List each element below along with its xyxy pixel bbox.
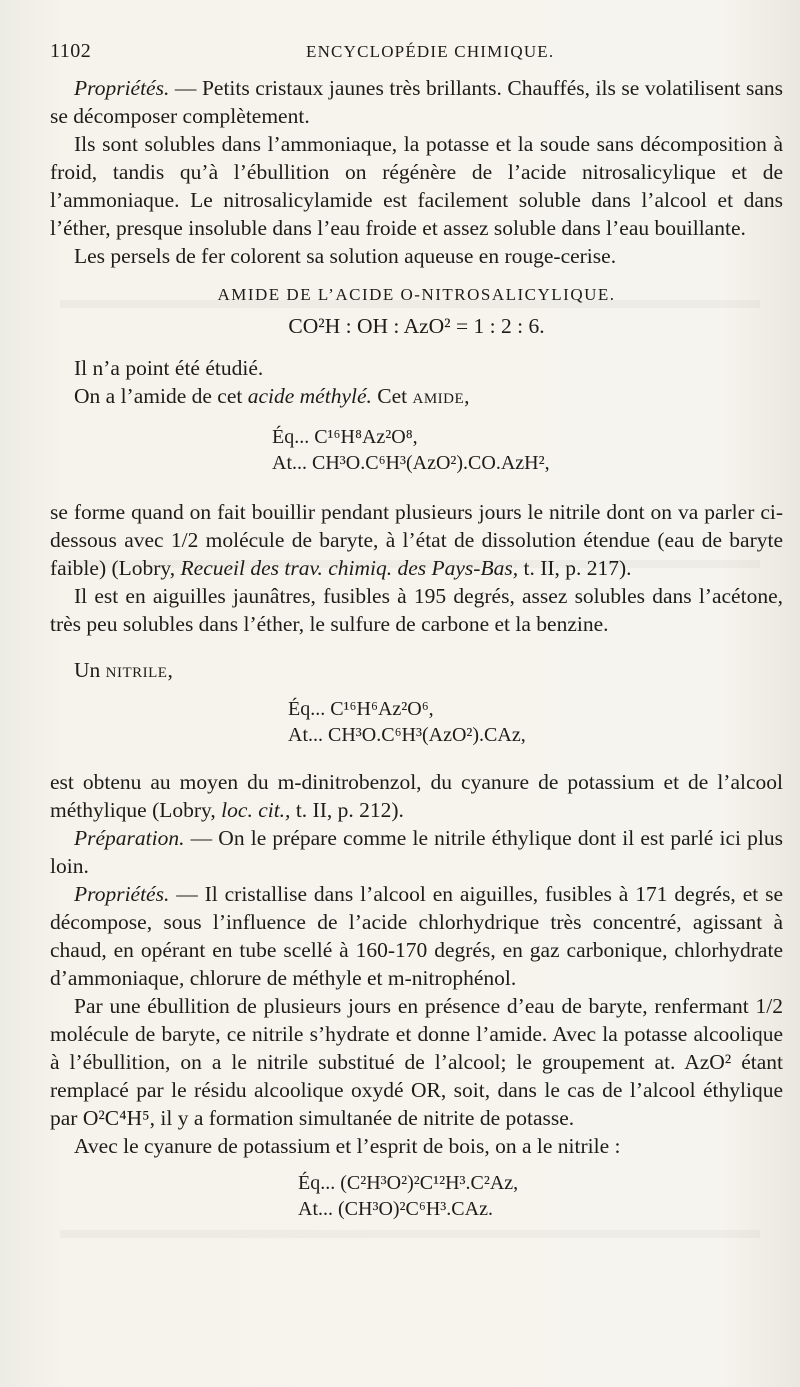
paragraph-amide-properties: Il est en aiguilles jaunâtres, fusibles à 195 degrés, assez solubles dans l’acétone, très peu solubles dans l’éther, le sulfure de carbone et la benzine.	[50, 584, 783, 636]
paragraph-text: — Petits cristaux jaunes très brillants. Chauffés, ils se volatilisent sans se décomposer complètement.	[50, 76, 783, 128]
text-run: Un	[74, 658, 106, 682]
paragraph-preparation	[50, 824, 783, 880]
paragraph-nitrile-origin	[50, 768, 783, 824]
text-run: t. II, p. 217).	[518, 556, 632, 580]
paragraph-text: — On le prépare comme le nitrile éthylique dont il est parlé ici plus loin.	[50, 826, 783, 878]
substituted-nitrile-formula	[298, 1170, 783, 1222]
section-label: Propriétés.	[74, 76, 170, 100]
text-run: Cet	[371, 384, 413, 408]
citation-italic: Recueil des trav. chimiq. des Pays-Bas,	[180, 556, 519, 580]
formula-equivalent: Éq... C¹⁶H⁸Az²O⁸,	[272, 426, 418, 448]
amide-formula	[272, 424, 783, 476]
page-number: 1102	[50, 40, 92, 62]
text-run: t. II, p. 212).	[290, 798, 404, 822]
text-run: se forme quand on fait bouillir pendant plusieurs jours le nitrile dont on va parler ci-dessous avec 1/2 molécule de baryte, à l’état de dissolution étendue (eau de baryte faible) (Lobry,	[50, 500, 783, 580]
formula-equivalent: Éq... (C²H³O²)²C¹²H³.C²Az,	[298, 1172, 519, 1194]
formula-atomic: At... (CH³O)²C⁶H³.CAz.	[298, 1198, 493, 1220]
formula-atomic: At... CH³O.C⁶H³(AzO²).CO.AzH²,	[272, 452, 550, 474]
paragraph-amide-intro	[50, 382, 783, 410]
small-caps-run: nitrile	[105, 658, 168, 682]
text-run: ,	[167, 658, 173, 682]
ratio-formula: CO²H : OH : AzO² = 1 : 2 : 6.	[288, 314, 545, 338]
running-title: ENCYCLOPÉDIE CHIMIQUE.	[306, 42, 555, 61]
small-caps-run: amide	[412, 384, 465, 408]
text-run: ,	[464, 384, 470, 408]
paragraph-properties	[50, 74, 783, 130]
page-body	[50, 74, 783, 1222]
nitrile-formula	[288, 696, 783, 748]
paragraph-amide-formation	[50, 498, 783, 582]
citation-italic: loc. cit.,	[221, 798, 291, 822]
paragraph-iron-salts: Les persels de fer colorent sa solution aqueuse en rouge-cerise.	[74, 244, 617, 268]
section-label: Propriétés.	[74, 882, 170, 906]
text-run: On a l’amide de cet	[74, 384, 248, 408]
paragraph-solubility: Ils sont solubles dans l’ammoniaque, la potasse et la soude sans décomposition à froid, tandis qu’à l’ébullition on régénère de l’acide nitrosalicylique et de l’ammoniaque. Le nitrosalicylamide est facilement soluble dans l’alcool et dans l’éther, presque insoluble dans l’eau froide et assez soluble dans l’eau bouillante.	[50, 132, 783, 240]
text-run: est obtenu au moyen du m-dinitrobenzol, du cyanure de potassium et de l’alcool méthylique (Lobry,	[50, 770, 783, 822]
page-header	[50, 40, 780, 70]
bleed-through-shadow	[60, 1230, 760, 1238]
section-heading: AMIDE DE L’ACIDE O-NITROSALICYLIQUE.	[217, 285, 616, 304]
italic-run: acide méthylé.	[247, 384, 372, 408]
section-label: Préparation.	[74, 826, 185, 850]
formula-atomic: At... CH³O.C⁶H³(AzO²).CAz,	[288, 724, 526, 746]
paragraph-not-studied: Il n’a point été étudié.	[74, 356, 264, 380]
paragraph-cyanide: Avec le cyanure de potassium et l’esprit de bois, on a le nitrile :	[74, 1134, 621, 1158]
paragraph-nitrile-properties	[50, 880, 783, 992]
paragraph-hydration: Par une ébullition de plusieurs jours en présence d’eau de baryte, renfermant 1/2 molécule de baryte, ce nitrile s’hydrate et donne l’amide. Avec la potasse alcoolique à l’ébullition, on a le nitrile substitué de l’alcool; le groupement at. AzO² étant remplacé par le résidu alcoolique oxydé OR, soit, dans le cas de l’alcool éthylique par O²C⁴H⁵, il y a formation simultanée de nitrite de potasse.	[50, 994, 783, 1130]
paragraph-text: — Il cristallise dans l’alcool en aiguilles, fusibles à 171 degrés, et se décompose, sous l’influence de l’acide chlorhydrique très concentré, agissant à chaud, en opérant en tube scellé à 160-170 degrés, en gaz carbonique, chlorhydrate d’ammoniaque, chlorure de méthyle et m-nitrophénol.	[50, 882, 783, 990]
formula-equivalent: Éq... C¹⁶H⁶Az²O⁶,	[288, 698, 434, 720]
paragraph-nitrile-intro	[50, 656, 783, 684]
